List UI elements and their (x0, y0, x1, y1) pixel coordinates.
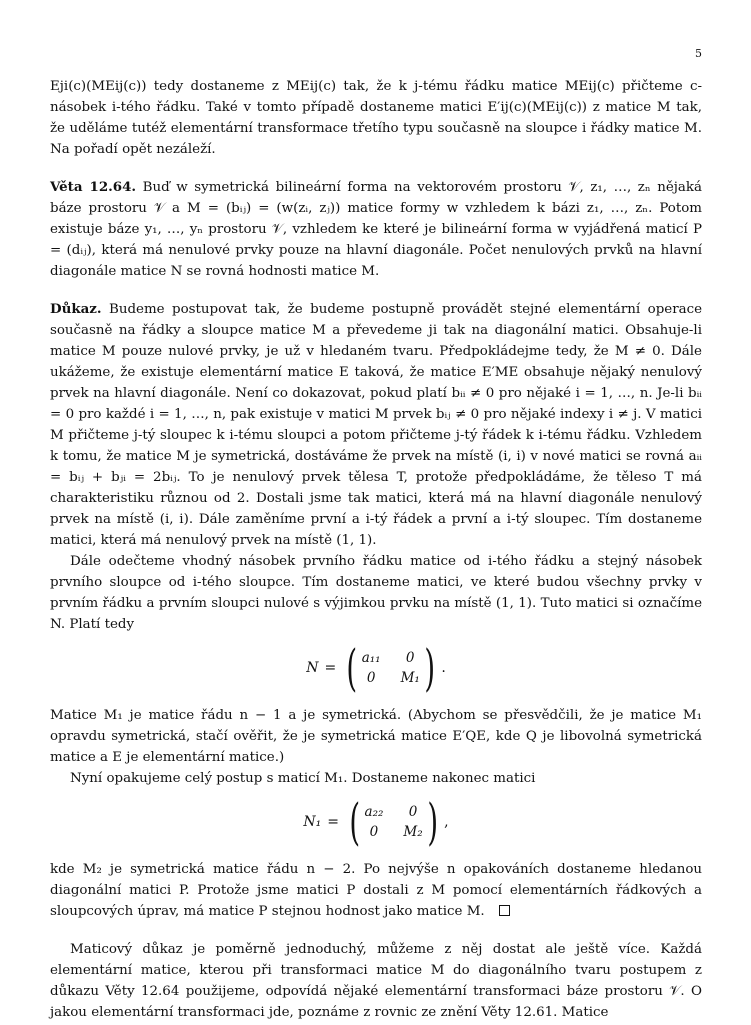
equation-n-trail: . (441, 659, 446, 676)
theorem-12-64 (50, 177, 702, 282)
matrix-n (362, 648, 420, 688)
equation-n1-trail: , (444, 813, 449, 830)
matrix-n1-a11: a₂₂ (364, 804, 384, 820)
paragraph-final: Maticový důkaz je poměrně jednoduchý, můžeme z něj dostat ale ještě více. Každá elementární matice, kterou při transformaci matice M do diagonálního tvaru postupem z důkazu Věty 12.64 použijeme, odpovídá nějaké elementární transformaci báze prostoru 𝒱. O jakou elementární transformaci jde, poznáme z rovnic ze znění Věty 12.61. Matice (50, 942, 702, 1020)
matrix-n1-a22: M₂ (403, 824, 423, 840)
proof (50, 299, 702, 551)
equation-n1-lhs: N₁ (303, 813, 322, 830)
theorem-label: Věta 12.64. (50, 179, 137, 195)
theorem-text: Buď w symetrická bilineární forma na vektorovém prostoru 𝒱, z₁, …, zₙ nějaká báze prostoru 𝒱 a M = (bᵢⱼ) = (w(zᵢ, zⱼ)) matice formy w vzhledem k bázi z₁, …, zₙ. Potom existuje báze y₁, …, yₙ prostoru 𝒱, vzhledem ke které je bilineární forma w vyjádřená maticí P = (dᵢⱼ), která má nenulové prvky pouze na hlavní diagonále. Počet nenulových prvků na hlavní diagonále matice N se rovná hodnosti matice M. (50, 180, 703, 279)
paragraph-subtract: Dále odečteme vhodný násobek prvního řádku matice od i-tého řádku a stejný násobek prvního sloupce od i-tého sloupce. Tím dostaneme matici, ve které budou všechny prvky v prvním řádku a prvním sloupci nulové s výjimkou prvku na místě (1, 1). Tuto matici si označíme N. Platí tedy (50, 554, 702, 632)
paragraph-conclusion (50, 859, 702, 922)
paragraph-repeat: Nyní opakujeme celý postup s maticí M₁. Dostaneme nakonec matici (70, 771, 536, 786)
paragraph-intro: Eji(c)(MEij(c)) tedy dostaneme z MEij(c) tak, že k j-tému řádku matice MEij(c) přičteme c-násobek i-tého řádku. Také v tomto případě dostaneme matici E′ij(c)(MEij(c)) z matice M tak, že uděláme tutéž elementární transformace třetího typu současně na sloupce i řádky matice M. Na pořadí opět nezáleží. (50, 79, 702, 157)
matrix-n-a12: 0 (405, 650, 415, 666)
matrix-n1-a12: 0 (408, 804, 418, 820)
conclusion-text: kde M₂ je symetrická matice řádu n − 2. Po nejvýše n opakováních dostaneme hledanou diagonální matici P. Protože jsme matici P dostali z M pomocí elementárních řádkových a sloupcových úprav, má matice P stejnou hodnost jako matice M. (50, 862, 702, 919)
page-number: 5 (695, 47, 702, 60)
proof-text: Budeme postupovat tak, že budeme postupně provádět stejné elementární operace současně na řádky a sloupce matice M a převedeme ji tak na diagonální matici. Obsahuje-li matice M pouze nulové prvky, je už v hledaném tvaru. Předpokládejme tedy, že M ≠ 0. Dále ukážeme, že existuje elementární matice E taková, že matice E′ME obsahuje nějaký nenulový prvek na hlavní diagonále. Není co dokazovat, pokud platí bᵢᵢ ≠ 0 pro nějaké i = 1, …, n. Je-li bᵢᵢ = 0 pro každé i = 1, …, n, pak existuje v matici M prvek bᵢⱼ ≠ 0 pro nějaké indexy i ≠ j. V matici M přičteme j-tý sloupec k i-tému sloupci a potom přičteme j-tý řádek k i-tému řádku. Vzhledem k tomu, že matice M je symetrická, dostáváme že prvek na místě (i, i) v nové matici se rovná aᵢᵢ = bᵢⱼ + bⱼᵢ = 2bᵢⱼ. To je nenulový prvek tělesa T, protože předpokládáme, že těleso T má charakteristiku různou od 2. Dostali jsme tak matici, která má na hlavní diagonále nenulový prvek na místě (i, i). Dále zaměníme první a i-tý řádek a první a i-tý sloupec. Tím dostaneme matici, která má nenulový prvek na místě (1, 1). (50, 302, 702, 548)
paragraph-matrix-m1: Matice M₁ je matice řádu n − 1 a je symetrická. (Abychom se přesvědčili, že je matice M₁ opravdu symetrická, stačí ověřit, že je symetrická matice E′QE, kde Q je libovolná symetrická matice a E je elementární matice.) (50, 708, 702, 765)
equation-n1: N₁ = ( a₂₂ 0 0 M₂ ) , (303, 793, 449, 851)
matrix-n1 (365, 802, 423, 842)
equation-n: N = ( a₁₁ 0 0 M₁ ) . (306, 639, 446, 697)
page-body (50, 76, 702, 1023)
matrix-n-a11: a₁₁ (361, 650, 381, 666)
matrix-n1-a21: 0 (369, 824, 379, 840)
qed-symbol (499, 905, 510, 916)
proof-label: Důkaz. (50, 301, 102, 317)
matrix-n-a22: M₁ (400, 670, 420, 686)
equation-n-lhs: N (306, 659, 319, 676)
matrix-n-a21: 0 (366, 670, 376, 686)
